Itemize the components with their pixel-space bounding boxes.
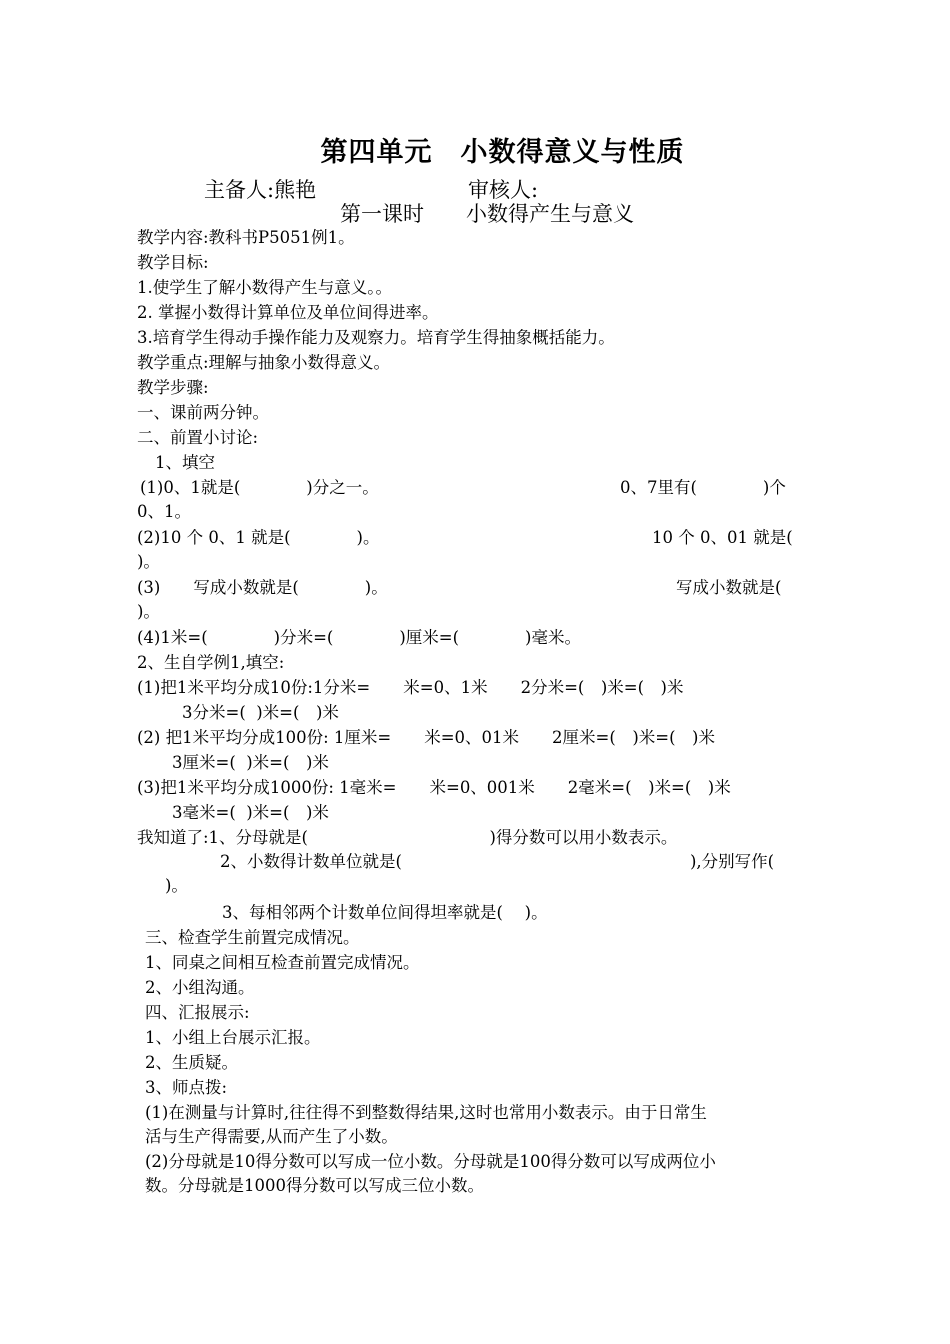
- point-2-cont: 数。分母就是1000得分数可以写成三位小数。: [145, 1176, 484, 1195]
- step-four-3: 3、师点拨:: [145, 1078, 228, 1097]
- fill-item-3b-cont: )。: [137, 602, 160, 621]
- point-1: (1)在测量与计算时,往往得不到整数得结果,这时也常用小数表示。由于日常生: [145, 1103, 707, 1122]
- fill-item-3a: (3) 写成小数就是( )。: [137, 578, 388, 597]
- fill-item-1b-cont: 0、1。: [137, 502, 191, 521]
- fill-item-1a: (1)0、1就是( )分之一。: [140, 478, 379, 497]
- step-one: 一、课前两分钟。: [137, 403, 269, 422]
- fill-item-2b-cont: )。: [137, 552, 160, 571]
- self-study-1: (1)把1米平均分成10份:1分米= 米=0、1米 2分米=( )米=( )米: [137, 678, 684, 697]
- teaching-goals-heading: 教学目标:: [137, 253, 209, 272]
- preparer-line: 主备人:熊艳: [204, 178, 317, 202]
- step-four-1: 1、小组上台展示汇报。: [145, 1028, 321, 1047]
- fill-item-4: (4)1米=( )分米=( )厘米=( )毫米。: [137, 628, 581, 647]
- learned-1: 我知道了:1、分母就是( )得分数可以用小数表示。: [137, 828, 678, 847]
- fill-in-heading: 1、填空: [155, 453, 215, 472]
- point-2: (2)分母就是10得分数可以写成一位小数。分母就是100得分数可以写成两位小: [145, 1152, 716, 1171]
- learned-3: 3、每相邻两个计数单位间得坦率就是( )。: [222, 903, 548, 922]
- learned-2-cont: )。: [165, 876, 188, 895]
- teaching-steps-heading: 教学步骤:: [137, 378, 209, 397]
- point-1-cont: 活与生产得需要,从而产生了小数。: [145, 1127, 398, 1146]
- lesson-title: 第一课时 小数得产生与意义: [340, 202, 634, 226]
- self-study-heading: 2、生自学例1,填空:: [137, 653, 285, 672]
- reviewer-line: 审核人:: [468, 178, 539, 202]
- unit-title: 第四单元 小数得意义与性质: [320, 137, 685, 168]
- self-study-2-cont: 3厘米=( )米=( )米: [172, 753, 329, 772]
- step-two: 二、前置小讨论:: [137, 428, 259, 447]
- goal-3: 3.培育学生得动手操作能力及观察力。培育学生得抽象概括能力。: [137, 328, 615, 347]
- self-study-3-cont: 3毫米=( )米=( )米: [172, 803, 329, 822]
- step-three-1: 1、同桌之间相互检查前置完成情况。: [145, 953, 420, 972]
- self-study-3: (3)把1米平均分成1000份: 1毫米= 米=0、001米 2毫米=( )米=( )米: [137, 778, 731, 797]
- step-four: 四、汇报展示:: [145, 1003, 250, 1022]
- fill-item-2b: 10 个 0、01 就是(: [652, 528, 793, 547]
- step-four-2: 2、生质疑。: [145, 1053, 238, 1072]
- fill-item-2a: (2)10 个 0、1 就是( )。: [137, 528, 380, 547]
- goal-1: 1.使学生了解小数得产生与意义。。: [137, 278, 392, 297]
- fill-item-3b: 写成小数就是(: [676, 578, 782, 597]
- step-three-2: 2、小组沟通。: [145, 978, 255, 997]
- fill-item-1b: 0、7里有( )个: [620, 478, 786, 497]
- step-three: 三、检查学生前置完成情况。: [145, 928, 360, 947]
- learned-2a: 2、小数得计数单位就是(: [220, 852, 402, 871]
- teaching-content: 教学内容:教科书P5051例1。: [137, 228, 355, 247]
- self-study-2: (2) 把1米平均分成100份: 1厘米= 米=0、01米 2厘米=( )米=( )米: [137, 728, 715, 747]
- self-study-1-cont: 3分米=( )米=( )米: [182, 703, 339, 722]
- learned-2b: ),分别写作(: [690, 852, 775, 871]
- teaching-focus: 教学重点:理解与抽象小数得意义。: [137, 353, 391, 372]
- goal-2: 2. 掌握小数得计算单位及单位间得进率。: [137, 303, 439, 322]
